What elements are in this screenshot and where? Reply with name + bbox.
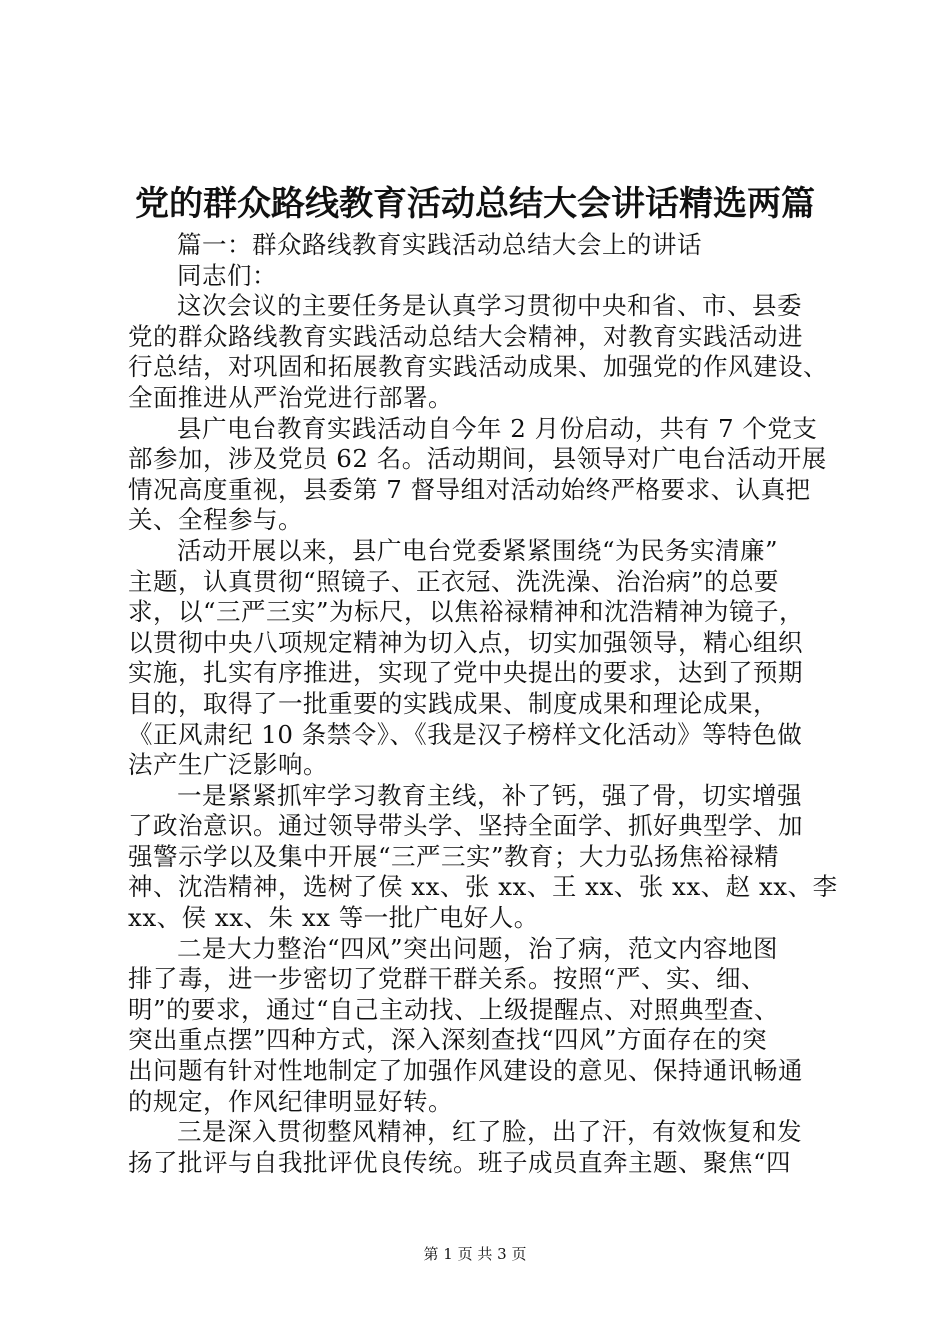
paragraph-line: 全面推进从严治党进行部署。 <box>128 382 453 412</box>
paragraph-line: 党的群众路线教育实践活动总结大会精神，对教育实践活动进 <box>128 321 803 351</box>
paragraph-line: 目的，取得了一批重要的实践成果、制度成果和理论成果， <box>128 688 778 718</box>
paragraph-line: 了政治意识。通过领导带头学、坚持全面学、抓好典型学、加 <box>128 811 803 841</box>
paragraph-line: 情况高度重视，县委第 7 督导组对活动始终严格要求、认真把 <box>128 474 811 504</box>
section-heading: 篇一：群众路线教育实践活动总结大会上的讲话 <box>177 230 702 259</box>
paragraph-line: 出问题有针对性地制定了加强作风建设的意见、保持通讯畅通 <box>128 1056 803 1086</box>
paragraph-line: 主题，认真贯彻“照镜子、正衣冠、洗洗澡、治治病”的总要 <box>128 566 780 596</box>
paragraph-line: 的规定，作风纪律明显好转。 <box>128 1086 453 1116</box>
paragraph-line: 二是大力整治“四风”突出问题，治了病，范文内容地图 <box>177 933 779 963</box>
document-body <box>128 230 854 1178</box>
paragraph-line: 以贯彻中央八项规定精神为切入点，切实加强领导，精心组织 <box>128 627 803 657</box>
paragraph-line: 县广电台教育实践活动自今年 2 月份启动，共有 7 个党支 <box>177 413 818 443</box>
paragraph-line: 突出重点摆”四种方式，深入深刻查找“四风”方面存在的突 <box>128 1025 768 1055</box>
paragraph-line: 排了毒，进一步密切了党群干群关系。按照“严、实、细、 <box>128 964 767 994</box>
paragraph-line: 关、全程参与。 <box>128 505 303 535</box>
paragraph-line: 扬了批评与自我批评优良传统。班子成员直奔主题、聚焦“四 <box>128 1147 792 1177</box>
paragraph-line: xx、侯 xx、朱 xx 等一批广电好人。 <box>128 903 539 933</box>
paragraph-line: 行总结，对巩固和拓展教育实践活动成果、加强党的作风建设、 <box>128 352 828 382</box>
paragraph-line: 法产生广泛影响。 <box>128 750 328 780</box>
paragraph-line: 明”的要求，通过“自己主动找、上级提醒点、对照典型查、 <box>128 994 780 1024</box>
paragraph-line: 这次会议的主要任务是认真学习贯彻中央和省、市、县委 <box>177 291 802 321</box>
paragraph-line: 《正风肃纪 10 条禁令》、《我是汉子榜样文化活动》等特色做 <box>128 719 803 749</box>
paragraph-line: 一是紧紧抓牢学习教育主线，补了钙，强了骨，切实增强 <box>177 780 802 810</box>
document-title: 党的群众路线教育活动总结大会讲话精选两篇 <box>135 184 815 224</box>
paragraph-line: 神、沈浩精神，选树了侯 xx、张 xx、王 xx、张 xx、赵 xx、李 <box>128 872 838 902</box>
paragraph-line: 强警示学以及集中开展“三严三实”教育；大力弘扬焦裕禄精 <box>128 841 780 871</box>
paragraph-line: 求，以“三严三实”为标尺，以焦裕禄精神和沈浩精神为镜子， <box>128 597 805 627</box>
paragraph-line: 三是深入贯彻整风精神，红了脸，出了汗，有效恢复和发 <box>177 1117 802 1147</box>
paragraph-line: 部参加，涉及党员 62 名。活动期间，县领导对广电台活动开展 <box>128 444 827 474</box>
page-number-footer: 第 1 页 共 3 页 <box>423 1245 527 1263</box>
paragraph-line: 活动开展以来，县广电台党委紧紧围绕“为民务实清廉” <box>177 535 779 565</box>
paragraph-line: 实施，扎实有序推进，实现了党中央提出的要求，达到了预期 <box>128 658 803 688</box>
salutation: 同志们： <box>177 260 277 290</box>
